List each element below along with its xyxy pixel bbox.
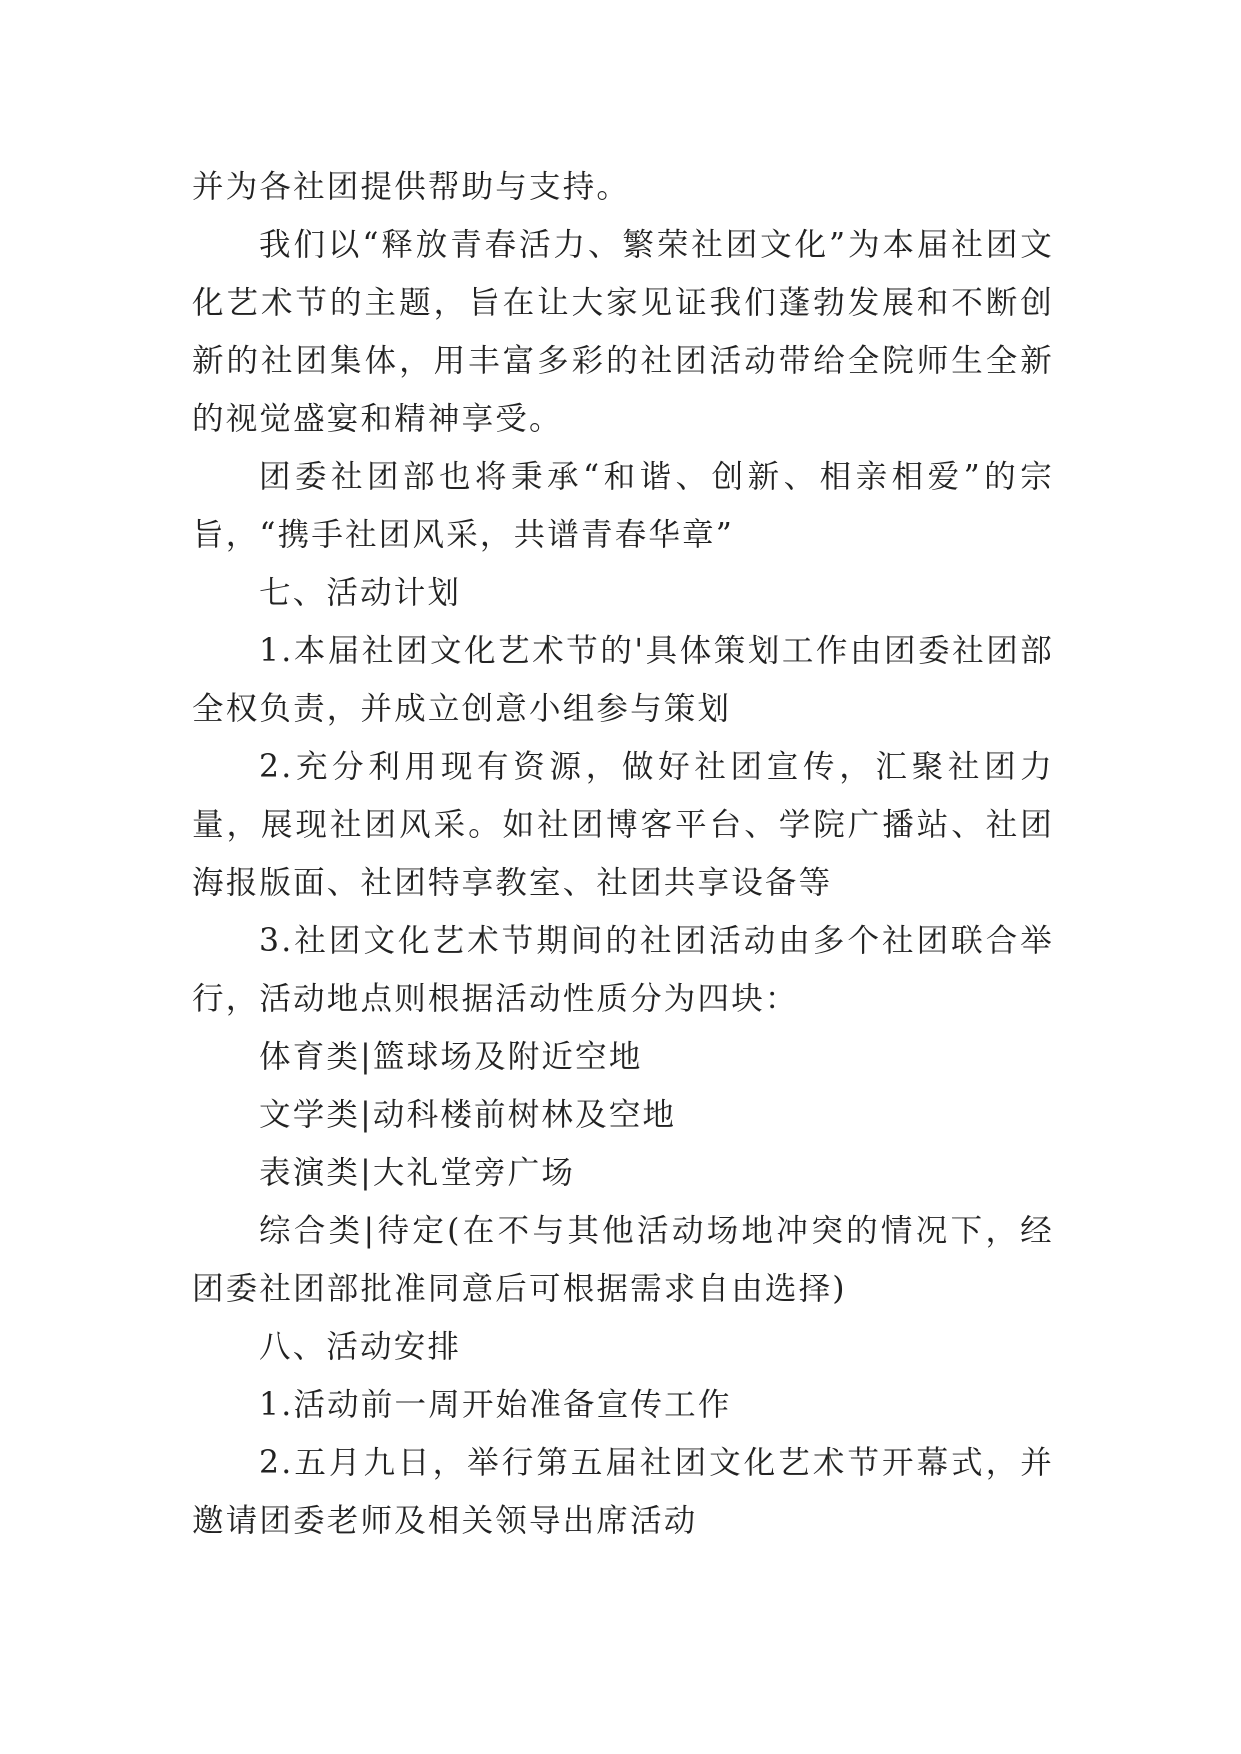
schedule-item-2: 2.五月九日，举行第五届社团文化艺术节开幕式，并邀请团委老师及相关领导出席活动 [192, 1445, 1054, 1539]
plan-item-2: 2.充分利用现有资源，做好社团宣传，汇聚社团力量，展现社团风采。如社团博客平台、学院广播站、社团海报版面、社团特享教室、社团共享设备等 [192, 749, 1054, 901]
schedule-item-1: 1.活动前一周开始准备宣传工作 [259, 1387, 732, 1423]
section-heading-activity-schedule: 八、活动安排 [259, 1329, 462, 1365]
document-body [192, 158, 1054, 1550]
paragraph-purpose: 团委社团部也将秉承“和谐、创新、相亲相爱”的宗旨，“携手社团风采，共谱青春华章” [192, 459, 1054, 553]
venue-literature: 文学类|动科楼前树林及空地 [259, 1097, 677, 1133]
plan-item-3: 3.社团文化艺术节期间的社团活动由多个社团联合举行，活动地点则根据活动性质分为四块： [192, 923, 1054, 1017]
plan-item-1: 1.本届社团文化艺术节的'具体策划工作由团委社团部全权负责，并成立创意小组参与策划 [192, 633, 1054, 727]
venue-sports: 体育类|篮球场及附近空地 [259, 1039, 643, 1075]
venue-performance: 表演类|大礼堂旁广场 [259, 1155, 576, 1191]
paragraph-theme: 我们以“释放青春活力、繁荣社团文化”为本届社团文化艺术节的主题，旨在让大家见证我们蓬勃发展和不断创新的社团集体，用丰富多彩的社团活动带给全院师生全新的视觉盛宴和精神享受。 [192, 227, 1054, 437]
paragraph-continuation: 并为各社团提供帮助与支持。 [192, 169, 631, 205]
section-heading-activity-plan: 七、活动计划 [259, 575, 462, 611]
venue-comprehensive: 综合类|待定(在不与其他活动场地冲突的情况下，经团委社团部批准同意后可根据需求自由选择) [192, 1213, 1054, 1307]
